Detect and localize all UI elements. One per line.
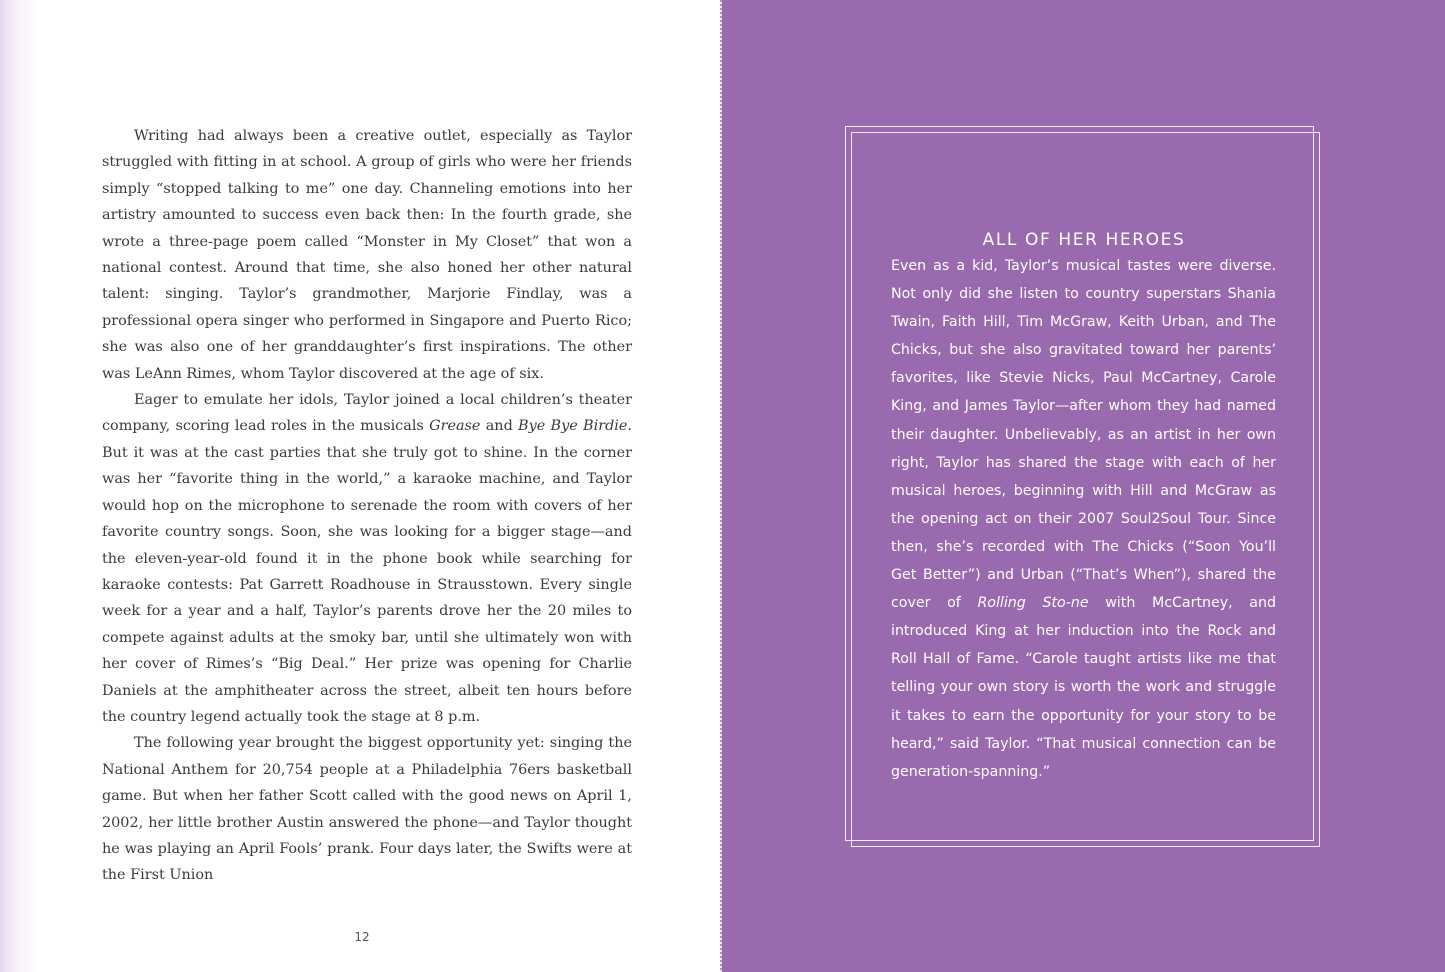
magazine-title: Rolling Sto-ne xyxy=(977,595,1089,612)
musical-title: Bye Bye Birdie xyxy=(518,418,628,435)
body-text xyxy=(102,123,632,889)
sidebar-text: Even as a kid, Taylor’s musical tastes were diverse. Not only did she listen to country superstars Shania Twain, Faith Hill, Tim McGraw, Keith Urban, and The Chicks, but she also gravitated toward her parents’ favorites, like Stevie Nicks, Paul McCartney, Carole King, and James Taylor—after whom they had named their daughter. Unbelievably, as an artist in her own right, Taylor has shared the stage with each of her musical heroes, beginning with Hill and McGraw as the opening act on their 2007 Soul2Soul Tour. Since then, she’s recorded with The Chicks (“Soon You’ll Get Better”) and Urban (“That’s When”), shared the cover of Rolling Sto-ne with McCartney, and introduced King at her induction into the Rock and Roll Hall of Fame. “Carole taught artists like me that telling your own story is worth the work and struggle it takes to earn the opportunity for your story to be heard,” said Taylor. “That musical connection can be generation-spanning.” xyxy=(891,258,1276,780)
page-number: 12 xyxy=(354,930,370,944)
paragraph-2: Eager to emulate her idols, Taylor joined a local children’s theater company, scoring lead roles in the musicals Grease and Bye Bye Birdie. But it was at the cast parties that she truly got to shine. In the corner was her “favorite thing in the world,” a karaoke machine, and Taylor would hop on the microphone to serenade the room with covers of her favorite country songs. Soon, she was looking for a bigger stage—and the eleven-year-old found it in the phone book while searching for karaoke contests: Pat Garrett Roadhouse in Strausstown. Every single week for a year and a half, Taylor’s parents drove her the 20 miles to compete against adults at the smoky bar, until she ultimately won with her cover of Rimes’s “Big Deal.” Her prize was opening for Charlie Daniels at the amphitheater across the street, albeit ten hours before the country legend actually took the stage at 8 p.m. xyxy=(102,392,632,725)
paragraph-1: Writing had always been a creative outlet, especially as Taylor struggled with fitting in at school. A group of girls who were her friends simply “stopped talking to me” one day. Channeling emotions into her artistry amounted to success even back then: In the fourth grade, she wrote a three-page poem called “Monster in My Closet” that won a national contest. Around that time, she also honed her other natural talent: singing. Taylor’s grandmother, Marjorie Findlay, was a professional opera singer who performed in Singapore and Puerto Rico; she was also one of her granddaughter’s first inspirations. The other was LeAnn Rimes, whom Taylor discovered at the age of six. xyxy=(102,128,632,382)
paragraph-3: The following year brought the biggest opportunity yet: singing the National Anthem for 20,754 people at a Philadelphia 76ers basketball game. But when her father Scott called with the good news on April 1, 2002, her little brother Austin answered the phone—and Taylor thought he was playing an April Fools’ prank. Four days later, the Swifts were at the First Union xyxy=(102,735,632,884)
sidebar-title: ALL OF HER HEROES xyxy=(982,230,1186,251)
left-page xyxy=(0,0,722,972)
musical-title: Grease xyxy=(429,418,481,435)
